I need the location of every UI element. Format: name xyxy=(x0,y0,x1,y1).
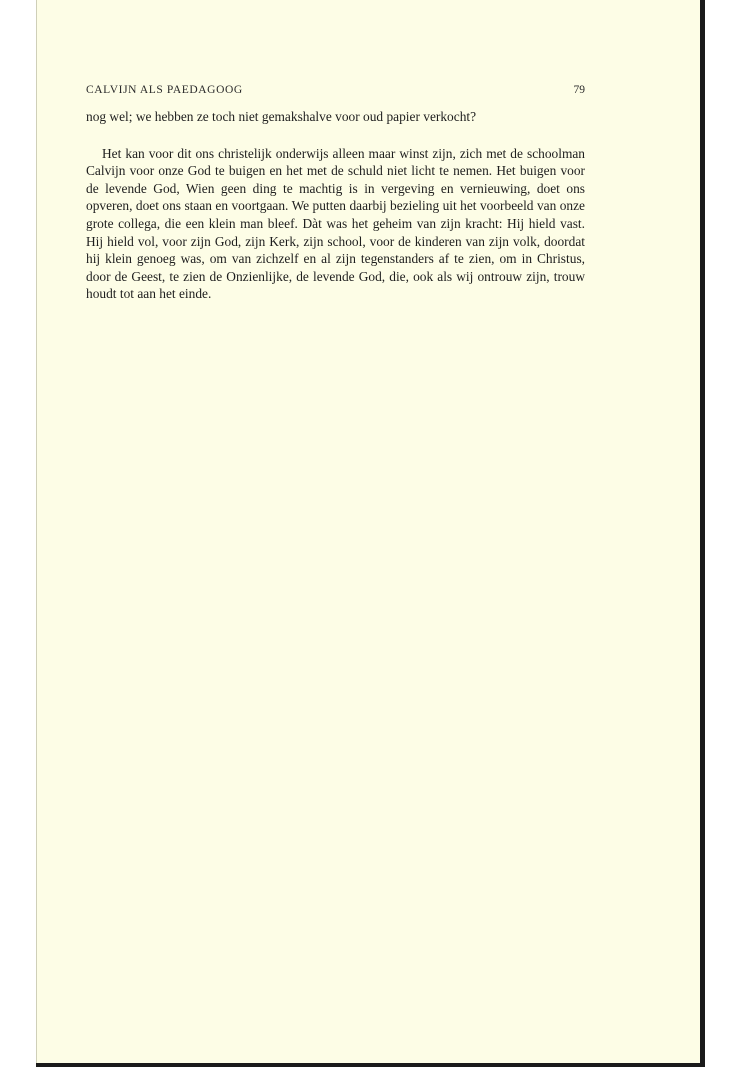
page-edge-bottom xyxy=(36,1063,705,1067)
running-head xyxy=(86,84,585,100)
page-edge-right xyxy=(700,0,705,1066)
paragraph: Het kan voor dit ons christelijk onderwijs alleen maar winst zijn, zich met de schoolman Calvijn voor onze God te buigen en het met de schuld niet licht te nemen. Het buigen voor de levende God, Wien geen ding te machtig is in vergeving en vernieuwing, doet ons opveren, doet ons staan en voortgaan. We putten daarbij bezieling uit het voorbeeld van onze grote collega, die een klein man bleef. Dàt was het geheim van zijn kracht: Hij hield vast. Hij hield vol, voor zijn God, zijn Kerk, zijn school, voor de kinderen van zijn volk, doordat hij klein genoeg was, om van zichzelf en al zijn tegenstanders af te zien, om in Christus, door de Geest, te zien de Onzienlijke, de levende God, die, ook als wij ontrouw zijn, trouw houdt tot aan het einde. xyxy=(86,145,585,302)
body-text xyxy=(86,108,585,303)
paragraph-continuation: nog wel; we hebben ze toch niet gemakshalve voor oud papier verkocht? xyxy=(86,109,477,124)
page-number: 79 xyxy=(573,84,585,96)
running-title: CALVIJN ALS PAEDAGOOG xyxy=(86,84,243,96)
